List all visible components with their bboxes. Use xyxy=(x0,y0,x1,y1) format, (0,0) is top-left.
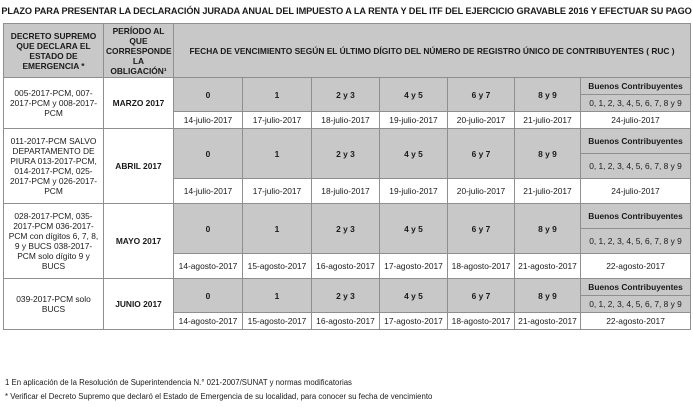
due-date-cell: 20-julio-2017 xyxy=(448,112,515,129)
table-title: PLAZO PARA PRESENTAR LA DECLARACIÓN JURADA ANUAL DEL IMPUESTO A LA RENTA Y DEL ITF DEL EJERCICIO GRAVABLE 2016 Y EFECTUAR SU PAGO xyxy=(1,6,692,16)
due-date-header: FECHA DE VENCIMIENTO SEGÚN EL ÚLTIMO DÍGITO DEL NÚMERO DE REGISTRO ÚNICO DE CONTRIBUYENTES ( RUC ) xyxy=(174,24,691,78)
buenos-contribuyentes-digits: 0, 1, 2, 3, 4, 5, 6, 7, 8 y 9 xyxy=(581,154,691,179)
digit-cell: 0 xyxy=(174,78,243,112)
digit-cell: 0 xyxy=(174,204,243,254)
header-row xyxy=(4,24,691,78)
digit-cell: 8 y 9 xyxy=(515,78,581,112)
decree-header: DECRETO SUPREMO QUE DECLARA EL ESTADO DE EMERGENCIA * xyxy=(4,24,104,78)
buenos-contribuyentes-label: Buenos Contribuyentes xyxy=(581,78,691,95)
buenos-due-date-cell: 22-agosto-2017 xyxy=(581,254,691,279)
period-cell: JUNIO 2017 xyxy=(104,279,174,330)
decree-cell: 028-2017-PCM, 035-2017-PCM 036-2017-PCM con dígitos 6, 7, 8, 9 y BUCS 038-2017-PCM solo dígito 9 y BUCS xyxy=(4,204,104,279)
period-cell: MAYO 2017 xyxy=(104,204,174,279)
buenos-contribuyentes-digits: 0, 1, 2, 3, 4, 5, 6, 7, 8 y 9 xyxy=(581,229,691,254)
decree-cell: 039-2017-PCM solo BUCS xyxy=(4,279,104,330)
digit-cell: 4 y 5 xyxy=(380,129,448,179)
digit-cell: 6 y 7 xyxy=(448,204,515,254)
period-cell: ABRIL 2017 xyxy=(104,129,174,204)
due-date-cell: 17-julio-2017 xyxy=(243,179,312,204)
due-date-cell: 19-julio-2017 xyxy=(380,179,448,204)
digit-cell: 8 y 9 xyxy=(515,129,581,179)
due-date-cell: 14-julio-2017 xyxy=(174,112,243,129)
due-date-cell: 14-julio-2017 xyxy=(174,179,243,204)
due-date-cell: 18-julio-2017 xyxy=(312,112,380,129)
decree-cell: 011-2017-PCM SALVO DEPARTAMENTO DE PIURA 013-2017-PCM, 014-2017-PCM, 025-2017-PCM y 026-2017-PCM xyxy=(4,129,104,204)
due-date-cell: 21-agosto-2017 xyxy=(515,254,581,279)
digit-cell: 1 xyxy=(243,78,312,112)
buenos-contribuyentes-label: Buenos Contribuyentes xyxy=(581,129,691,154)
table-row xyxy=(4,279,691,296)
due-date-cell: 15-agosto-2017 xyxy=(243,313,312,330)
buenos-contribuyentes-digits: 0, 1, 2, 3, 4, 5, 6, 7, 8 y 9 xyxy=(581,296,691,313)
due-date-cell: 15-agosto-2017 xyxy=(243,254,312,279)
buenos-contribuyentes-digits: 0, 1, 2, 3, 4, 5, 6, 7, 8 y 9 xyxy=(581,95,691,112)
digit-cell: 6 y 7 xyxy=(448,78,515,112)
due-date-cell: 16-agosto-2017 xyxy=(312,254,380,279)
due-date-cell: 19-julio-2017 xyxy=(380,112,448,129)
due-date-cell: 17-agosto-2017 xyxy=(380,254,448,279)
digit-cell: 4 y 5 xyxy=(380,204,448,254)
table-row xyxy=(4,129,691,154)
period-cell: MARZO 2017 xyxy=(104,78,174,129)
due-date-cell: 18-julio-2017 xyxy=(312,179,380,204)
due-date-cell: 21-julio-2017 xyxy=(515,179,581,204)
table-body xyxy=(4,78,691,330)
decree-cell: 005-2017-PCM, 007-2017-PCM y 008-2017-PCM xyxy=(4,78,104,129)
buenos-contribuyentes-label: Buenos Contribuyentes xyxy=(581,279,691,296)
buenos-contribuyentes-label: Buenos Contribuyentes xyxy=(581,204,691,229)
digit-cell: 8 y 9 xyxy=(515,279,581,313)
table-row xyxy=(4,204,691,229)
digit-cell: 4 y 5 xyxy=(380,279,448,313)
due-date-cell: 18-agosto-2017 xyxy=(448,254,515,279)
digit-cell: 1 xyxy=(243,129,312,179)
due-date-cell: 18-agosto-2017 xyxy=(448,313,515,330)
buenos-due-date-cell: 22-agosto-2017 xyxy=(581,313,691,330)
due-date-cell: 21-agosto-2017 xyxy=(515,313,581,330)
digit-cell: 0 xyxy=(174,279,243,313)
digit-cell: 2 y 3 xyxy=(312,78,380,112)
digit-cell: 1 xyxy=(243,279,312,313)
due-date-cell: 21-julio-2017 xyxy=(515,112,581,129)
deadline-table xyxy=(3,23,691,330)
digit-cell: 8 y 9 xyxy=(515,204,581,254)
digit-cell: 4 y 5 xyxy=(380,78,448,112)
digit-cell: 0 xyxy=(174,129,243,179)
due-date-cell: 14-agosto-2017 xyxy=(174,313,243,330)
due-date-cell: 16-agosto-2017 xyxy=(312,313,380,330)
buenos-due-date-cell: 24-julio-2017 xyxy=(581,112,691,129)
due-date-cell: 17-agosto-2017 xyxy=(380,313,448,330)
digit-cell: 2 y 3 xyxy=(312,279,380,313)
digit-cell: 6 y 7 xyxy=(448,129,515,179)
table-row xyxy=(4,78,691,95)
due-date-cell: 14-agosto-2017 xyxy=(174,254,243,279)
digit-cell: 2 y 3 xyxy=(312,204,380,254)
digit-cell: 6 y 7 xyxy=(448,279,515,313)
period-header: PERÍODO AL QUE CORRESPONDE LA OBLIGACIÓN¹ xyxy=(104,24,174,78)
footnote-1: 1 En aplicación de la Resolución de Superintendencia N.° 021-2007/SUNAT y normas modificatorias xyxy=(5,378,352,387)
footnote-2: * Verificar el Decreto Supremo que declaró el Estado de Emergencia de su localidad, para conocer su fecha de vencimiento xyxy=(5,392,433,401)
digit-cell: 2 y 3 xyxy=(312,129,380,179)
digit-cell: 1 xyxy=(243,204,312,254)
buenos-due-date-cell: 24-julio-2017 xyxy=(581,179,691,204)
due-date-cell: 17-julio-2017 xyxy=(243,112,312,129)
due-date-cell: 20-julio-2017 xyxy=(448,179,515,204)
